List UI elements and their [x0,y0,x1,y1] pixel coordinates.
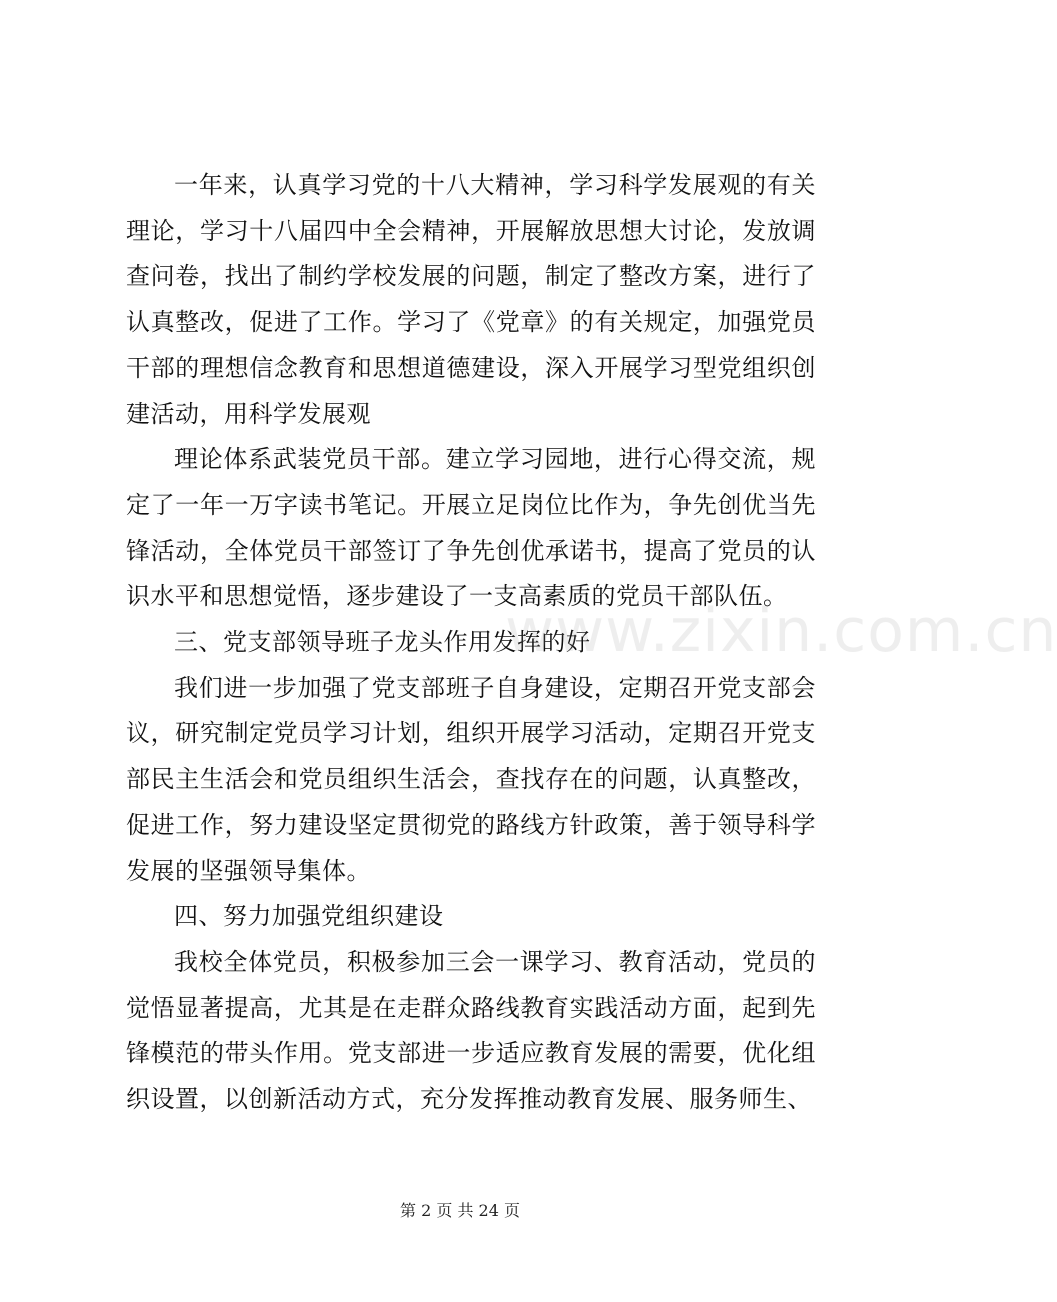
paragraph-line: 锋模范的带头作用。党支部进一步适应教育发展的需要，优化组 [126,1039,816,1068]
paragraph-line: 锋活动，全体党员干部签订了争先创优承诺书，提高了党员的认 [126,536,816,565]
paragraph-line: 议，研究制定党员学习计划，组织开展学习活动，定期召开党支 [126,719,816,748]
paragraph-line: 一年来，认真学习党的十八大精神，学习科学发展观的有关 [174,171,816,199]
paragraph-line: 认真整改，促进了工作。学习了《党章》的有关规定，加强党员 [126,308,816,337]
paragraph-line: 织设置，以创新活动方式，充分发挥推动教育发展、服务师生、 [126,1085,812,1113]
paragraph-line: 四、努力加强党组织建设 [174,902,444,931]
paragraph-line: 我们进一步加强了党支部班子自身建设，定期召开党支部会 [174,673,816,702]
paragraph-line: 建活动，用科学发展观 [126,399,371,428]
paragraph-line: 发展的坚强领导集体。 [126,856,371,885]
paragraph-line: 我校全体党员，积极参加三会一课学习、教育活动，党员的 [174,947,816,976]
paragraph-line: 定了一年一万字读书笔记。开展立足岗位比作为，争先创优当先 [126,490,816,519]
paragraph-line: 理论，学习十八届四中全会精神，开展解放思想大讨论，发放调 [126,216,816,245]
paragraph-line: 觉悟显著提高，尤其是在走群众路线教育实践活动方面，起到先 [126,993,816,1022]
paragraph-line: 识水平和思想觉悟，逐步建设了一支高素质的党员干部队伍。 [126,582,788,611]
paragraph-line: 干部的理想信念教育和思想道德建设，深入开展学习型党组织创 [126,353,816,382]
paragraph-line: 理论体系武装党员干部。建立学习园地，进行心得交流，规 [174,445,816,474]
paragraph-line: 三、党支部领导班子龙头作用发挥的好 [174,628,591,656]
page-footer: 第 2 页 共 24 页 [400,1201,520,1220]
paragraph-line: 促进工作，努力建设坚定贯彻党的路线方针政策，善于领导科学 [126,810,816,839]
paragraph-line: 查问卷，找出了制约学校发展的问题，制定了整改方案，进行了 [126,262,816,291]
watermark: www.zixin.com.cn [505,596,1057,666]
paragraph-line: 部民主生活会和党员组织生活会，查找存在的问题，认真整改， [126,765,816,794]
